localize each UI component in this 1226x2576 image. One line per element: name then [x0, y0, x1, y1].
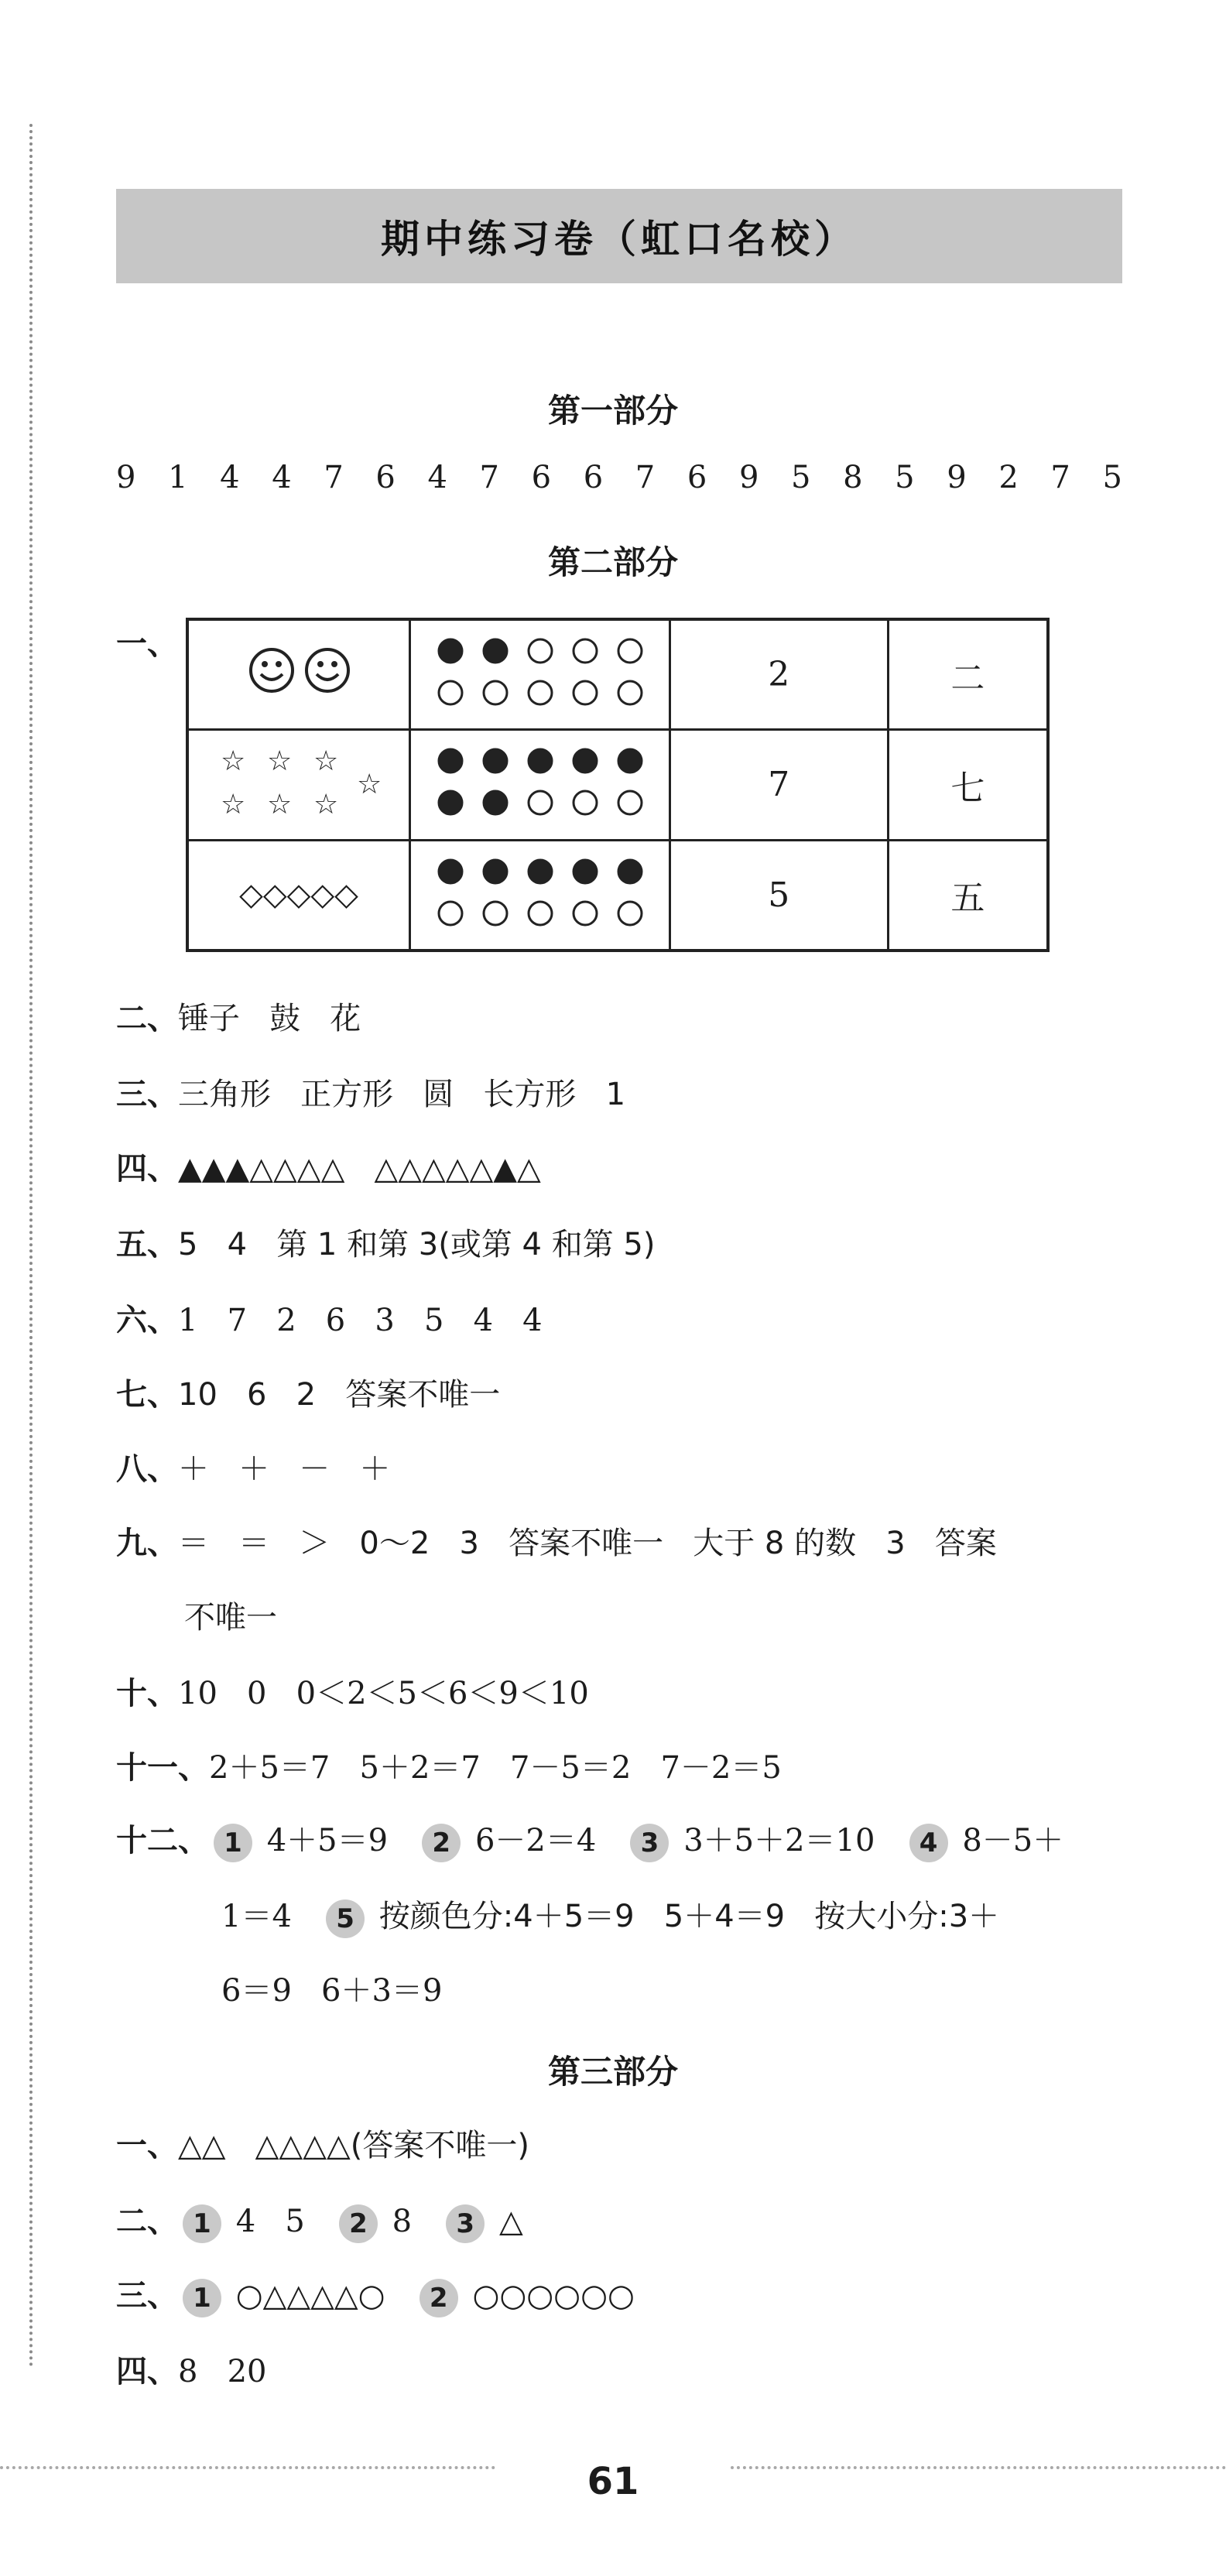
- filled-dot: [484, 749, 507, 772]
- svg-text:☆: ☆: [267, 745, 293, 778]
- left-dotted-margin: [29, 124, 33, 2369]
- table-row: [187, 840, 1048, 951]
- empty-dot: [618, 791, 642, 814]
- empty-dot: [529, 681, 552, 704]
- answer-digit: 4: [427, 460, 447, 495]
- empty-dot: [618, 902, 642, 925]
- q12-line-2: 1＝4 5 按颜色分:4＋5＝9 5＋4＝9 按大小分:3＋: [221, 1892, 999, 1938]
- table-chinese: 五: [888, 840, 1048, 951]
- p3-q1-line: 一、△△ △△△△(答案不唯一): [116, 2128, 529, 2163]
- svg-text:☆: ☆: [221, 745, 246, 778]
- filled-dot: [529, 860, 552, 883]
- q2-line: 二、锤子 鼓 花: [116, 1001, 361, 1036]
- table-count: 5: [670, 840, 888, 951]
- empty-dot: [484, 681, 507, 704]
- answer-digit: 6: [375, 460, 396, 495]
- empty-dot: [529, 791, 552, 814]
- smiley-pictures: [187, 619, 410, 730]
- answer-digit: 5: [1102, 460, 1122, 495]
- answer-table: [186, 618, 1050, 952]
- table-count: 2: [670, 619, 888, 730]
- empty-dot: [484, 902, 507, 925]
- p3-q3-line: 三、 1 ○△△△△○ 2 ○○○○○○: [116, 2271, 635, 2317]
- dot-counter-icon: [427, 848, 652, 933]
- answer-digit: 5: [895, 460, 915, 495]
- sub-number-badge: 1: [214, 1824, 252, 1862]
- filled-dot: [484, 860, 507, 883]
- filled-dot: [484, 639, 507, 663]
- filled-dot: [439, 749, 462, 772]
- page-title: 期中练习卷（虹口名校）: [381, 217, 858, 262]
- sub-number-badge: 2: [420, 2279, 458, 2317]
- svg-text:☆: ☆: [357, 769, 382, 801]
- q7-line: 七、10 6 2 答案不唯一: [116, 1377, 501, 1413]
- empty-dot: [529, 902, 552, 925]
- filled-dot: [574, 860, 597, 883]
- answer-digit: 7: [1050, 460, 1070, 495]
- sub-number-badge: 1: [183, 2279, 221, 2317]
- answer-digit: 9: [738, 460, 759, 495]
- part1-heading: 第一部分: [547, 392, 678, 430]
- filled-dot: [439, 639, 462, 663]
- q8-line: 八、＋ ＋ － ＋: [116, 1451, 391, 1487]
- smiley-face-icon: [241, 643, 357, 697]
- empty-dot: [574, 902, 597, 925]
- table-row: [187, 730, 1048, 840]
- table-chinese: 七: [888, 730, 1048, 840]
- filled-dot: [484, 791, 507, 814]
- q12-line: 十二、 1 4＋5＝9 2 6－2＝4 3 3＋5＋2＝10 4 8－5＋: [116, 1816, 1063, 1862]
- empty-dot: [618, 639, 642, 663]
- empty-dot: [574, 681, 597, 704]
- page-number: 61: [587, 2460, 639, 2503]
- star-pictures: [187, 730, 410, 840]
- answer-digit: 7: [635, 460, 656, 495]
- empty-dot: [529, 639, 552, 663]
- q5-line: 五、5 4 第 1 和第 3(或第 4 和第 5): [116, 1227, 656, 1262]
- svg-text:☆: ☆: [313, 789, 339, 821]
- q12-line-3: 6＝9 6＋3＝9: [221, 1973, 443, 2009]
- sub-number-badge: 2: [339, 2204, 378, 2243]
- answer-digit: 5: [791, 460, 811, 495]
- part2-heading: 第二部分: [547, 543, 678, 581]
- q9-line: 九、＝ ＝ ＞ 0～2 3 答案不唯一 大于 8 的数 3 答案: [116, 1526, 997, 1561]
- q11-line: 十一、2＋5＝7 5＋2＝7 7－5＝2 7－2＝5: [116, 1750, 782, 1786]
- answer-digit: 6: [583, 460, 604, 495]
- filled-dot: [439, 791, 462, 814]
- answer-digit: 6: [687, 460, 707, 495]
- p3-q4-line: 四、8 20: [116, 2354, 267, 2389]
- filled-dot: [439, 860, 462, 883]
- empty-dot: [439, 902, 462, 925]
- answer-digit: 2: [998, 460, 1019, 495]
- dot-counter-icon: [427, 628, 652, 713]
- table-chinese: 二: [888, 619, 1048, 730]
- q10-line: 十、10 0 0＜2＜5＜6＜9＜10: [116, 1676, 589, 1711]
- q6-line: 六、1 7 2 6 3 5 4 4: [116, 1303, 543, 1338]
- answer-digit: 8: [843, 460, 863, 495]
- star-icon: [210, 738, 388, 823]
- empty-dot: [439, 681, 462, 704]
- q9-line-continued: 不唯一: [184, 1600, 277, 1636]
- svg-text:☆: ☆: [267, 789, 293, 821]
- answer-digit: 7: [324, 460, 344, 495]
- dot-counter-icon: [427, 738, 652, 823]
- table-row: [187, 619, 1048, 730]
- answer-digit: 4: [272, 460, 292, 495]
- sub-number-badge: 1: [183, 2204, 221, 2243]
- p3-q2-line: 二、 1 4 5 2 8 3 △: [116, 2197, 523, 2243]
- answer-digit: 9: [116, 460, 136, 495]
- filled-dot: [618, 860, 642, 883]
- part1-answers: [116, 460, 1122, 495]
- svg-text:☆: ☆: [313, 745, 339, 778]
- filled-dot: [574, 749, 597, 772]
- title-banner: [116, 189, 1122, 283]
- answer-digit: 9: [947, 460, 967, 495]
- sub-number-badge: 4: [909, 1824, 948, 1862]
- answer-digit: 1: [168, 460, 188, 495]
- empty-dot: [574, 639, 597, 663]
- svg-text:☆: ☆: [221, 789, 246, 821]
- filled-dot: [618, 749, 642, 772]
- counter-dots: [410, 840, 670, 951]
- empty-dot: [618, 681, 642, 704]
- answer-digit: 4: [220, 460, 240, 495]
- sub-number-badge: 2: [422, 1824, 461, 1862]
- empty-dot: [574, 791, 597, 814]
- answer-digit: 6: [531, 460, 552, 495]
- q1-label: 一、: [116, 626, 178, 662]
- sub-number-badge: 5: [326, 1899, 365, 1938]
- sub-number-badge: 3: [630, 1824, 669, 1862]
- counter-dots: [410, 619, 670, 730]
- part3-heading: 第三部分: [547, 2053, 678, 2091]
- filled-dot: [529, 749, 552, 772]
- counter-dots: [410, 730, 670, 840]
- sub-number-badge: 3: [446, 2204, 485, 2243]
- q3-line: 三、三角形 正方形 圆 长方形 1: [116, 1077, 626, 1112]
- table-count: 7: [670, 730, 888, 840]
- q4-line: 四、▲▲▲△△△△ △△△△△▲△: [116, 1151, 541, 1187]
- diamond-pictures: ◇◇◇◇◇: [187, 840, 410, 951]
- answer-digit: 7: [479, 460, 499, 495]
